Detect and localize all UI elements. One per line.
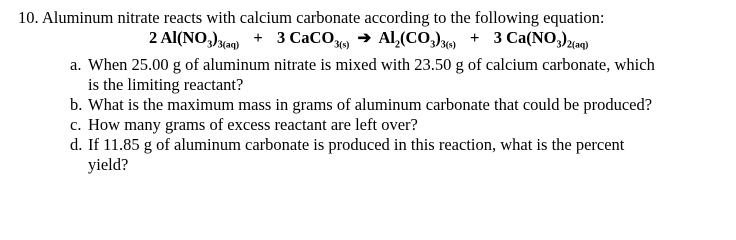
coefficient: 3: [493, 28, 502, 47]
part-text: What is the maximum mass in grams of aluminum carbonate that could be produced?: [88, 95, 653, 115]
part-text: is the limiting reactant?: [88, 75, 244, 95]
part-letter: c.: [70, 115, 82, 135]
reactant-aluminum-nitrate: $Al(NO_3)_{3(aq)}$: [160, 28, 240, 51]
plus-sign: +: [470, 28, 480, 47]
question-part-b: [18, 95, 730, 115]
product-aluminum-carbonate: $Al_2(CO_3)_{3(s)}$: [378, 28, 456, 51]
question-part-a: [18, 55, 730, 95]
product-calcium-nitrate: $Ca(NO_3)_{2(aq)}$: [506, 28, 589, 51]
part-letter: b.: [70, 95, 83, 115]
problem-10: [18, 8, 730, 175]
question-part-d: [18, 135, 730, 175]
chemical-equation: [18, 28, 730, 55]
part-text: yield?: [88, 155, 129, 175]
question-part-c: [18, 115, 730, 135]
plus-sign: +: [253, 28, 263, 47]
part-letter: a.: [70, 55, 82, 75]
part-text: How many grams of excess reactant are left over?: [88, 115, 418, 135]
reactant-calcium-carbonate: CaCO$_{3(s)}$: [289, 28, 350, 51]
problem-statement: Aluminum nitrate reacts with calcium carbonate according to the following equation:: [41, 8, 605, 27]
coefficient: 3: [277, 28, 286, 47]
part-text: If 11.85 g of aluminum carbonate is produced in this reaction, what is the percent: [88, 135, 625, 155]
part-text: When 25.00 g of aluminum nitrate is mixed with 23.50 g of calcium carbonate, which: [88, 55, 655, 75]
part-letter: d.: [70, 135, 83, 155]
coefficient: 2: [149, 28, 158, 47]
problem-statement-line: [18, 8, 730, 28]
reaction-arrow-icon: ➔: [357, 28, 372, 47]
problem-number: 10.: [18, 8, 39, 27]
